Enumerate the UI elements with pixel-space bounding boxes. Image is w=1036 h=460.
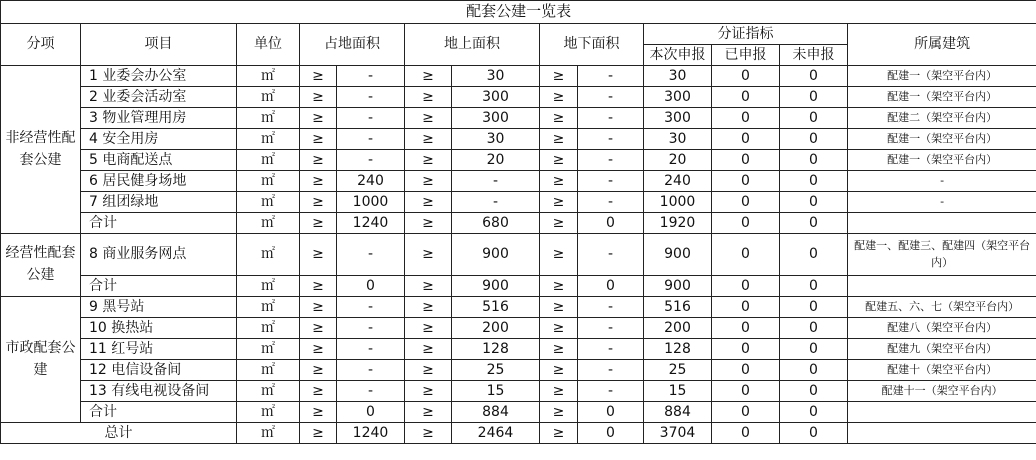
subtotal-row: [1, 402, 1036, 423]
item-cell: 5 电商配送点: [81, 150, 237, 171]
operator-cell: ≥: [300, 66, 337, 87]
operator-cell: ≥: [540, 213, 578, 234]
operator-cell: ≥: [540, 360, 578, 381]
under-area-cell: -: [578, 129, 644, 150]
unit-cell: ㎡: [237, 276, 300, 297]
operator-cell: ≥: [300, 108, 337, 129]
building-cell: 配建一（架空平台内）: [848, 66, 1036, 87]
operator-cell: ≥: [300, 192, 337, 213]
item-cell: 10 换热站: [81, 318, 237, 339]
total-label: 总计: [1, 423, 237, 444]
under-area-cell: -: [578, 108, 644, 129]
reported-cell: 0: [712, 423, 780, 444]
land-area-cell: -: [337, 87, 405, 108]
table-row: [1, 87, 1036, 108]
table-row: [1, 381, 1036, 402]
above-area-cell: 30: [452, 66, 540, 87]
item-cell: 9 黑号站: [81, 297, 237, 318]
header-category: 分项: [1, 24, 81, 66]
under-area-cell: 0: [578, 213, 644, 234]
land-area-cell: -: [337, 381, 405, 402]
not-reported-cell: 0: [780, 66, 848, 87]
item-cell: 合计: [81, 213, 237, 234]
reported-cell: 0: [712, 66, 780, 87]
not-reported-cell: 0: [780, 87, 848, 108]
land-area-cell: -: [337, 318, 405, 339]
under-area-cell: -: [578, 192, 644, 213]
under-area-cell: -: [578, 339, 644, 360]
building-cell: 配建二（架空平台内）: [848, 108, 1036, 129]
operator-cell: ≥: [300, 234, 337, 276]
unit-cell: ㎡: [237, 171, 300, 192]
under-area-cell: -: [578, 297, 644, 318]
not-reported-cell: 0: [780, 150, 848, 171]
reported-cell: 0: [712, 129, 780, 150]
item-cell: 1 业委会办公室: [81, 66, 237, 87]
not-reported-cell: 0: [780, 318, 848, 339]
header-not-reported: 未申报: [780, 45, 848, 66]
this-report-cell: 300: [644, 108, 712, 129]
operator-cell: ≥: [300, 171, 337, 192]
under-area-cell: -: [578, 171, 644, 192]
unit-cell: ㎡: [237, 339, 300, 360]
land-area-cell: 0: [337, 402, 405, 423]
operator-cell: ≥: [540, 150, 578, 171]
building-cell: -: [848, 192, 1036, 213]
subtotal-row: [1, 276, 1036, 297]
not-reported-cell: 0: [780, 339, 848, 360]
operator-cell: ≥: [540, 339, 578, 360]
building-cell: 配建一、配建三、配建四（架空平台内）: [848, 234, 1036, 276]
operator-cell: ≥: [300, 276, 337, 297]
land-area-cell: 1240: [337, 213, 405, 234]
operator-cell: ≥: [405, 318, 452, 339]
this-report-cell: 516: [644, 297, 712, 318]
operator-cell: ≥: [405, 171, 452, 192]
reported-cell: 0: [712, 297, 780, 318]
this-report-cell: 1920: [644, 213, 712, 234]
under-area-cell: -: [578, 360, 644, 381]
above-area-cell: 300: [452, 108, 540, 129]
land-area-cell: -: [337, 129, 405, 150]
above-area-cell: 20: [452, 150, 540, 171]
operator-cell: ≥: [405, 402, 452, 423]
building-cell: [848, 402, 1036, 423]
this-report-cell: 128: [644, 339, 712, 360]
land-area-cell: -: [337, 360, 405, 381]
item-cell: 11 红号站: [81, 339, 237, 360]
reported-cell: 0: [712, 150, 780, 171]
operator-cell: ≥: [300, 297, 337, 318]
above-area-cell: 884: [452, 402, 540, 423]
header-under-area: 地下面积: [540, 24, 644, 66]
subtotal-row: [1, 213, 1036, 234]
header-reported: 已申报: [712, 45, 780, 66]
operator-cell: ≥: [405, 381, 452, 402]
table-row: [1, 66, 1036, 87]
table-row: [1, 150, 1036, 171]
this-report-cell: 300: [644, 87, 712, 108]
operator-cell: ≥: [300, 381, 337, 402]
under-area-cell: -: [578, 381, 644, 402]
unit-cell: ㎡: [237, 192, 300, 213]
not-reported-cell: 0: [780, 297, 848, 318]
table-row: [1, 318, 1036, 339]
not-reported-cell: 0: [780, 171, 848, 192]
above-area-cell: 900: [452, 276, 540, 297]
item-cell: 4 安全用房: [81, 129, 237, 150]
land-area-cell: -: [337, 297, 405, 318]
operator-cell: ≥: [540, 129, 578, 150]
not-reported-cell: 0: [780, 402, 848, 423]
unit-cell: ㎡: [237, 297, 300, 318]
building-cell: [848, 276, 1036, 297]
header-above-area: 地上面积: [405, 24, 540, 66]
unit-cell: ㎡: [237, 150, 300, 171]
unit-cell: ㎡: [237, 66, 300, 87]
unit-cell: ㎡: [237, 318, 300, 339]
this-report-cell: 900: [644, 276, 712, 297]
this-report-cell: 900: [644, 234, 712, 276]
above-area-cell: 15: [452, 381, 540, 402]
operator-cell: ≥: [405, 423, 452, 444]
above-area-cell: 300: [452, 87, 540, 108]
land-area-cell: -: [337, 66, 405, 87]
operator-cell: ≥: [405, 87, 452, 108]
category-cell: 市政配套公建: [1, 297, 81, 423]
not-reported-cell: 0: [780, 276, 848, 297]
not-reported-cell: 0: [780, 234, 848, 276]
this-report-cell: 20: [644, 150, 712, 171]
this-report-cell: 884: [644, 402, 712, 423]
operator-cell: ≥: [540, 108, 578, 129]
operator-cell: ≥: [540, 234, 578, 276]
item-cell: 8 商业服务网点: [81, 234, 237, 276]
above-area-cell: 30: [452, 129, 540, 150]
operator-cell: ≥: [540, 318, 578, 339]
building-cell: 配建十一（架空平台内）: [848, 381, 1036, 402]
land-area-cell: 240: [337, 171, 405, 192]
under-area-cell: -: [578, 66, 644, 87]
this-report-cell: 240: [644, 171, 712, 192]
table-row: [1, 192, 1036, 213]
table-title: 配套公建一览表: [1, 1, 1036, 24]
reported-cell: 0: [712, 87, 780, 108]
above-area-cell: 128: [452, 339, 540, 360]
this-report-cell: 15: [644, 381, 712, 402]
unit-cell: ㎡: [237, 87, 300, 108]
not-reported-cell: 0: [780, 108, 848, 129]
operator-cell: ≥: [405, 360, 452, 381]
operator-cell: ≥: [300, 87, 337, 108]
item-cell: 6 居民健身场地: [81, 171, 237, 192]
not-reported-cell: 0: [780, 423, 848, 444]
above-area-cell: -: [452, 171, 540, 192]
table-row: [1, 360, 1036, 381]
operator-cell: ≥: [540, 276, 578, 297]
building-cell: [848, 423, 1036, 444]
operator-cell: ≥: [405, 213, 452, 234]
under-area-cell: 0: [578, 276, 644, 297]
not-reported-cell: 0: [780, 129, 848, 150]
land-area-cell: 1000: [337, 192, 405, 213]
under-area-cell: 0: [578, 423, 644, 444]
under-area-cell: -: [578, 150, 644, 171]
above-area-cell: 680: [452, 213, 540, 234]
unit-cell: ㎡: [237, 423, 300, 444]
operator-cell: ≥: [405, 192, 452, 213]
category-cell: 非经营性配套公建: [1, 66, 81, 234]
header-permit-index: 分证指标: [644, 24, 848, 45]
above-area-cell: 200: [452, 318, 540, 339]
above-area-cell: -: [452, 192, 540, 213]
above-area-cell: 516: [452, 297, 540, 318]
above-area-cell: 900: [452, 234, 540, 276]
building-cell: [848, 213, 1036, 234]
operator-cell: ≥: [405, 276, 452, 297]
under-area-cell: -: [578, 234, 644, 276]
building-cell: -: [848, 171, 1036, 192]
not-reported-cell: 0: [780, 213, 848, 234]
header-unit: 单位: [237, 24, 300, 66]
operator-cell: ≥: [405, 66, 452, 87]
total-row: [1, 423, 1036, 444]
reported-cell: 0: [712, 360, 780, 381]
reported-cell: 0: [712, 276, 780, 297]
table-row: [1, 108, 1036, 129]
operator-cell: ≥: [405, 108, 452, 129]
operator-cell: ≥: [405, 129, 452, 150]
reported-cell: 0: [712, 171, 780, 192]
this-report-cell: 30: [644, 66, 712, 87]
this-report-cell: 30: [644, 129, 712, 150]
reported-cell: 0: [712, 381, 780, 402]
land-area-cell: -: [337, 339, 405, 360]
this-report-cell: 25: [644, 360, 712, 381]
table-row: [1, 234, 1036, 276]
operator-cell: ≥: [540, 171, 578, 192]
operator-cell: ≥: [300, 318, 337, 339]
building-cell: 配建五、六、七（架空平台内）: [848, 297, 1036, 318]
operator-cell: ≥: [300, 150, 337, 171]
item-cell: 合计: [81, 402, 237, 423]
not-reported-cell: 0: [780, 192, 848, 213]
table-row: [1, 339, 1036, 360]
above-area-cell: 25: [452, 360, 540, 381]
building-cell: 配建九（架空平台内）: [848, 339, 1036, 360]
table-row: [1, 129, 1036, 150]
header-this-report: 本次申报: [644, 45, 712, 66]
under-area-cell: -: [578, 318, 644, 339]
under-area-cell: -: [578, 87, 644, 108]
operator-cell: ≥: [300, 360, 337, 381]
unit-cell: ㎡: [237, 360, 300, 381]
table-row: [1, 171, 1036, 192]
operator-cell: ≥: [540, 402, 578, 423]
reported-cell: 0: [712, 234, 780, 276]
unit-cell: ㎡: [237, 234, 300, 276]
item-cell: 合计: [81, 276, 237, 297]
building-cell: 配建一（架空平台内）: [848, 87, 1036, 108]
above-area-cell: 2464: [452, 423, 540, 444]
operator-cell: ≥: [405, 234, 452, 276]
unit-cell: ㎡: [237, 129, 300, 150]
operator-cell: ≥: [405, 297, 452, 318]
operator-cell: ≥: [540, 381, 578, 402]
building-cell: 配建八（架空平台内）: [848, 318, 1036, 339]
operator-cell: ≥: [540, 66, 578, 87]
unit-cell: ㎡: [237, 108, 300, 129]
unit-cell: ㎡: [237, 402, 300, 423]
reported-cell: 0: [712, 192, 780, 213]
header-item: 项目: [81, 24, 237, 66]
item-cell: 12 电信设备间: [81, 360, 237, 381]
table-row: [1, 297, 1036, 318]
operator-cell: ≥: [540, 192, 578, 213]
operator-cell: ≥: [300, 213, 337, 234]
item-cell: 7 组团绿地: [81, 192, 237, 213]
unit-cell: ㎡: [237, 381, 300, 402]
building-cell: 配建一（架空平台内）: [848, 150, 1036, 171]
this-report-cell: 1000: [644, 192, 712, 213]
header-building: 所属建筑: [848, 24, 1036, 66]
operator-cell: ≥: [300, 129, 337, 150]
not-reported-cell: 0: [780, 360, 848, 381]
this-report-cell: 3704: [644, 423, 712, 444]
this-report-cell: 200: [644, 318, 712, 339]
operator-cell: ≥: [405, 150, 452, 171]
item-cell: 2 业委会活动室: [81, 87, 237, 108]
operator-cell: ≥: [540, 87, 578, 108]
building-cell: 配建一（架空平台内）: [848, 129, 1036, 150]
reported-cell: 0: [712, 108, 780, 129]
category-cell: 经营性配套公建: [1, 234, 81, 297]
reported-cell: 0: [712, 318, 780, 339]
item-cell: 13 有线电视设备间: [81, 381, 237, 402]
operator-cell: ≥: [405, 339, 452, 360]
building-cell: 配建十（架空平台内）: [848, 360, 1036, 381]
under-area-cell: 0: [578, 402, 644, 423]
operator-cell: ≥: [540, 297, 578, 318]
unit-cell: ㎡: [237, 213, 300, 234]
land-area-cell: 0: [337, 276, 405, 297]
reported-cell: 0: [712, 339, 780, 360]
item-cell: 3 物业管理用房: [81, 108, 237, 129]
header-land-area: 占地面积: [300, 24, 405, 66]
operator-cell: ≥: [300, 339, 337, 360]
operator-cell: ≥: [540, 423, 578, 444]
operator-cell: ≥: [300, 402, 337, 423]
operator-cell: ≥: [300, 423, 337, 444]
not-reported-cell: 0: [780, 381, 848, 402]
land-area-cell: -: [337, 150, 405, 171]
land-area-cell: -: [337, 108, 405, 129]
land-area-cell: 1240: [337, 423, 405, 444]
land-area-cell: -: [337, 234, 405, 276]
reported-cell: 0: [712, 402, 780, 423]
reported-cell: 0: [712, 213, 780, 234]
